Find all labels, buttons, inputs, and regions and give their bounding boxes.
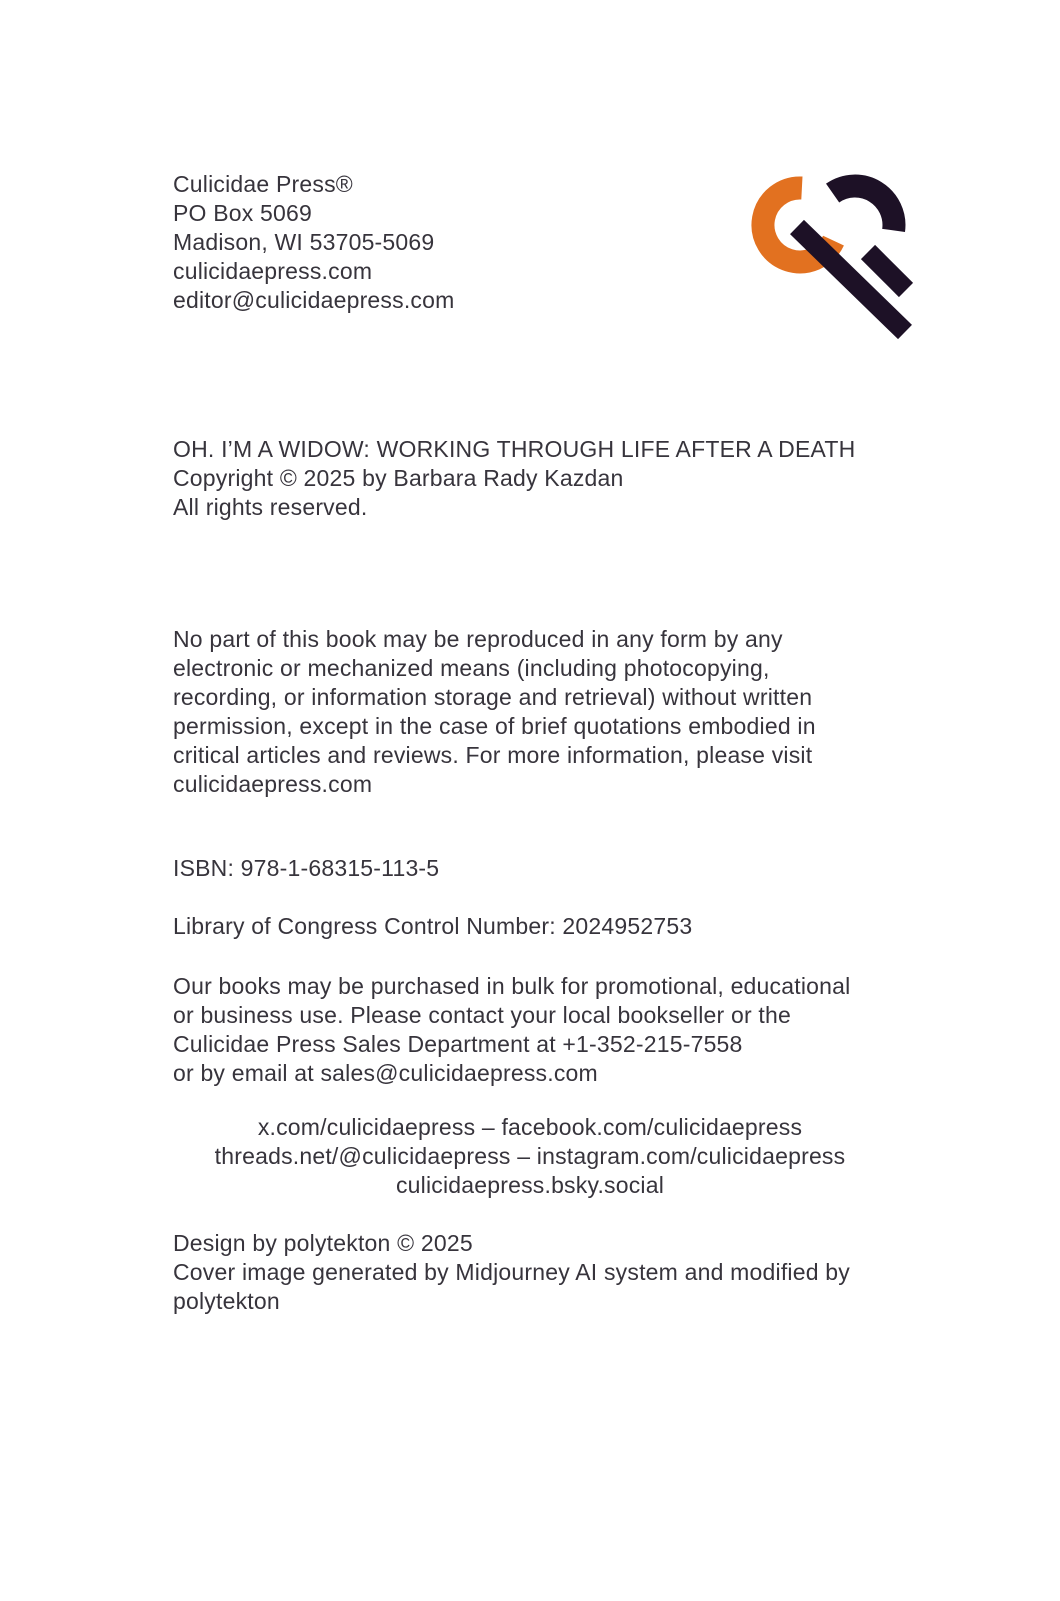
rights-notice: [173, 625, 816, 799]
text-line: culicidaepress.com: [173, 771, 373, 797]
text-line: Culicidae Press Sales Department at +1-352-215-7558: [173, 1031, 743, 1057]
text-line: electronic or mechanized means (including photocopying,: [173, 655, 770, 681]
text-line: critical articles and reviews. For more information, please visit: [173, 742, 813, 768]
text-line: x.com/culicidaepress – facebook.com/culicidaepress: [257, 1114, 803, 1140]
text-line: editor@culicidaepress.com: [173, 287, 455, 313]
bulk-purchase-info: [173, 972, 850, 1088]
text-line: threads.net/@culicidaepress – instagram.com/culicidaepress: [214, 1143, 846, 1169]
publisher-address: [173, 170, 454, 315]
logo-p-bar-diagonal: [868, 252, 906, 290]
text-line: or by email at sales@culicidaepress.com: [173, 1060, 598, 1086]
cp-logo-icon: [733, 166, 915, 344]
text-line: culicidaepress.com: [173, 258, 373, 284]
library-of-congress-number: Library of Congress Control Number: 2024952753: [173, 913, 693, 939]
text-line: culicidaepress.bsky.social: [395, 1172, 665, 1198]
design-credits: [173, 1229, 850, 1316]
text-line: Madison, WI 53705-5069: [173, 229, 435, 255]
text-line: polytekton: [173, 1288, 280, 1314]
text-line: Copyright © 2025 by Barbara Rady Kazdan: [173, 465, 624, 491]
text-line: recording, or information storage and retrieval) without written: [173, 684, 813, 710]
text-line: All rights reserved.: [173, 494, 368, 520]
text-line: PO Box 5069: [173, 200, 313, 226]
text-line: Cover image generated by Midjourney AI system and modified by: [173, 1259, 850, 1285]
text-line: Culicidae Press®: [173, 171, 353, 197]
text-line: or business use. Please contact your local bookseller or the: [173, 1002, 791, 1028]
publisher-logo: [733, 166, 915, 344]
isbn-number: ISBN: 978-1-68315-113-5: [173, 855, 440, 881]
book-title-copyright: [173, 435, 855, 522]
logo-p-hook-arc: [833, 186, 894, 230]
text-line: OH. I’M A WIDOW: WORKING THROUGH LIFE AFTER A DEATH: [173, 436, 856, 462]
text-line: permission, except in the case of brief quotations embodied in: [173, 713, 816, 739]
text-line: Design by polytekton © 2025: [173, 1230, 473, 1256]
text-line: No part of this book may be reproduced in any form by any: [173, 626, 783, 652]
social-media-links: [0, 1113, 1060, 1200]
text-line: Our books may be purchased in bulk for promotional, educational: [173, 973, 851, 999]
